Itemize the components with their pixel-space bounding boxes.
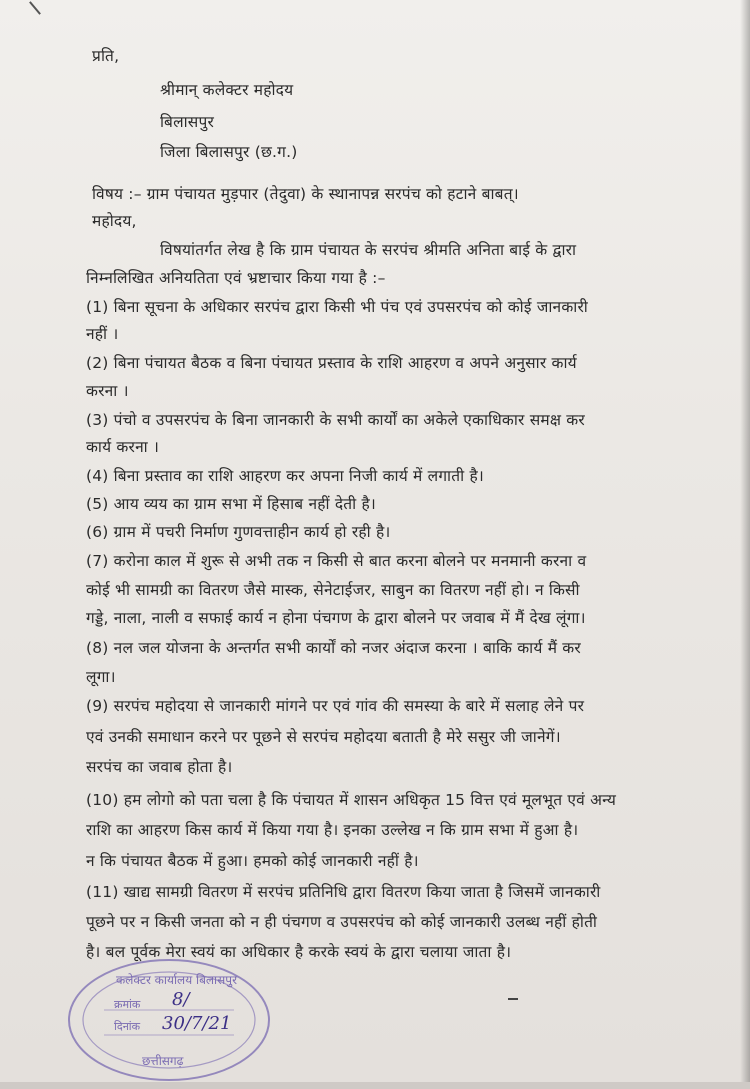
stray-dash-mark: [508, 998, 518, 1000]
body-line: करना ।: [86, 382, 129, 400]
body-line: (10) हम लोगो को पता चला है कि पंचायत में शासन अधिकृत 15 वित्त एवं मूलभूत एवं अन्य: [86, 791, 617, 809]
body-line: है। बल पूर्वक मेरा स्वयं का अधिकार है करके स्वयं के द्वारा चलाया जाता है।: [86, 943, 512, 961]
stamp-kramank-handwritten: 8/: [172, 989, 190, 1010]
body-line: सरपंच का जवाब होता है।: [86, 758, 233, 776]
body-line: (4) बिना प्रस्ताव का राशि आहरण कर अपना निजी कार्य में लगाती है।: [86, 467, 484, 485]
address-line-2: बिलासपुर: [160, 113, 215, 131]
body-line: कोई भी सामग्री का वितरण जैसे मास्क, सेनेटाईजर, साबुन का वितरण नहीं हो। न किसी: [86, 581, 580, 599]
body-line: (2) बिना पंचायत बैठक व बिना पंचायत प्रस्ताव के राशि आहरण व अपने अनुसार कार्य: [86, 354, 577, 372]
body-line: पूछने पर न किसी जनता को न ही पंचगण व उपसरपंच को कोई जानकारी उलब्ध नहीं होती: [86, 913, 598, 931]
body-line: (9) सरपंच महोदया से जानकारी मांगने पर एवं गांव की समस्या के बारे में सलाह लेने पर: [86, 697, 585, 715]
body-line: विषयांतर्गत लेख है कि ग्राम पंचायत के सरपंच श्रीमति अनिता बाई के द्वारा: [160, 241, 577, 259]
body-line: गड्डे, नाला, नाली व सफाई कार्य न होना पंचगण के द्वारा बोलने पर जवाब में मैं देख लूंगा।: [86, 609, 586, 627]
office-received-stamp: [64, 955, 274, 1085]
body-line: कार्य करना ।: [86, 438, 160, 456]
subject-line: विषय :– ग्राम पंचायत मुड़पार (तेदुवा) के स्थानापन्न सरपंच को हटाने बाबत्।: [92, 185, 519, 203]
body-line: न कि पंचायत बैठक में हुआ। हमको कोई जानकारी नहीं है।: [86, 852, 419, 870]
body-line: निम्नलिखित अनियतिता एवं भ्रष्टाचार किया गया है :–: [86, 269, 386, 287]
body-line: (6) ग्राम में पचरी निर्माण गुणवत्ताहीन कार्य हो रही है।: [86, 523, 391, 541]
body-line: (8) नल जल योजना के अन्तर्गत सभी कार्यों को नजर अंदाज करना । बाकि कार्य मैं कर: [86, 639, 581, 657]
body-line: (11) खाद्य सामग्री वितरण में सरपंच प्रतिनिधि द्वारा वितरण किया जाता है जिसमें जानकारी: [86, 883, 601, 901]
stamp-kramank-label: क्रमांक: [114, 998, 141, 1011]
corner-pen-mark: [29, 1, 41, 15]
body-line: (3) पंचो व उपसरपंच के बिना जानकारी के सभी कार्यों का अकेले एकाधिकार समक्ष कर: [86, 411, 585, 429]
body-line: राशि का आहरण किस कार्य में किया गया है। इनका उल्लेख न कि ग्राम सभा में हुआ है।: [86, 821, 579, 839]
body-line: एवं उनकी समाधान करने पर पूछने से सरपंच महोदया बताती है मेरे ससुर जी जानेगें।: [86, 728, 561, 746]
page-edge-shadow: [740, 0, 750, 1082]
body-line: लूगा।: [86, 668, 116, 686]
salutation-to: प्रति,: [92, 47, 120, 65]
address-line-1: श्रीमान् कलेक्टर महोदय: [160, 81, 294, 99]
body-line: (7) करोना काल में शुरू से अभी तक न किसी से बात करना बोलने पर मनमानी करना व: [86, 552, 587, 570]
stamp-dinank-handwritten: 30/7/21: [162, 1013, 232, 1034]
body-line: (1) बिना सूचना के अधिकार सरपंच द्वारा किसी भी पंच एवं उपसरपंच को कोई जानकारी: [86, 298, 589, 316]
address-line-3: जिला बिलासपुर (छ.ग.): [160, 143, 298, 161]
stamp-state-name: छत्तीसगढ़: [142, 1054, 184, 1068]
greeting: महोदय,: [92, 212, 137, 230]
stamp-dinank-label: दिनांक: [114, 1020, 141, 1033]
stamp-office-name: कलेक्टर कार्यालय बिलासपुर: [116, 973, 238, 987]
body-line: नहीं ।: [86, 325, 119, 343]
body-line: (5) आय व्यय का ग्राम सभा में हिसाब नहीं देती है।: [86, 495, 376, 513]
